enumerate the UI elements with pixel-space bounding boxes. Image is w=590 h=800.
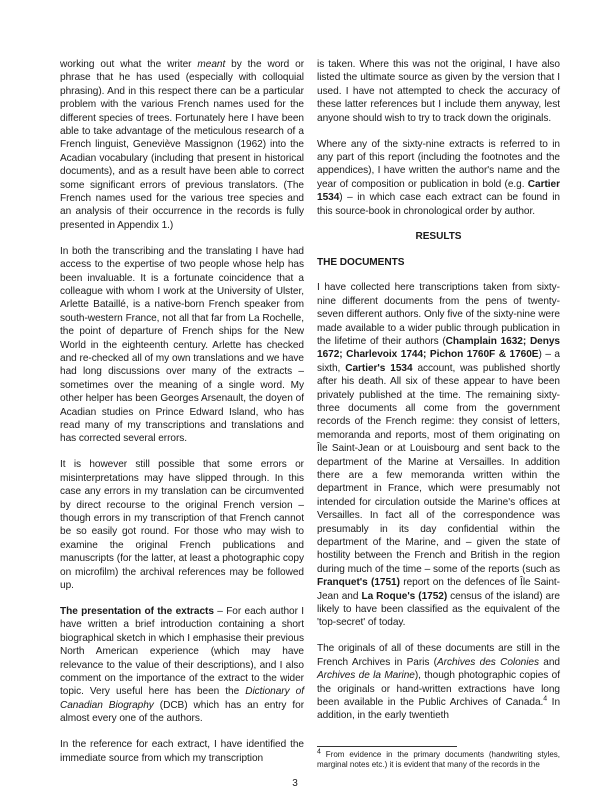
results-heading: RESULTS (415, 231, 462, 243)
footnote-number: 4 (317, 748, 321, 756)
paragraph-archives: The originals of all of these documents are still in the French Archives in Paris (Archives des Colonies and Archives de la Marine), though photographic copies of the originals or hand-written extractions have long been available in the Public Archives of Canada.$^4$ In addition, in the early twentieth (317, 643, 561, 722)
footnote-marker[interactable]: 4 (543, 695, 548, 703)
paragraph-helpers: In both the transcribing and the translating I have had access to the expertise of two people whose help has been invaluable. It is a fortunate coincidence that a colleague with whom I work at the University of Ulster, Arlette Bataillé, is a native-born French speaker from south-western France, not all that far from La Rochelle, the point of departure of French ships for the New World in the eighteenth century. Arlette has checked and re-checked all of my own translations and we have had long discussions over many of the extracts – sometimes over the meaning of a single word. My other helper has been Georges Arsenault, the doyen of Acadian studies on Prince Edward Island, who has read many of my transcriptions and translations and has corrected several errors. (60, 245, 304, 445)
paragraph-citation-style: Where any of the sixty-nine extracts is referred to in any part of this report (including the footnotes and the appendices), I have written the author's name and the year of composition or publication in bold (e.g. Cartier 1534) – in which case each extract can be found in this source-book in chronological order by author. (317, 138, 560, 217)
presentation-heading: The presentation of the extracts (60, 605, 214, 617)
paragraph-reference: In the reference for each extract, I have identified the immediate source from which my transcription (60, 739, 304, 764)
page-number: 3 (292, 778, 298, 789)
left-column (60, 58, 304, 777)
paragraph-translation-meaning: working out what the writer meant by the word or phrase that he has used (especially with colloquial phrasing). And in this respect there can be a particular problem with the various French names used for the different species of trees. Fortunately here I have been able to take advantage of the meticulous research of a French linguist, Geneviève Massignon (1962) into the Acadian vocabulary (including that present in historical documents), and as a result have been able to correct some significant errors of previous translators. (The French names used for the various tree species and an analysis of their occurrence in the records is fully presented in Appendix 1.) (60, 59, 305, 231)
paragraph-errors: It is however still possible that some errors or misinterpretations may have slipped through. In this case any errors in my translation can be circumvented by direct recourse to the original French version – though errors in my transcription of that French cannot be so easily got round. For those who may wish to examine the original French publications and manuscripts (for the latter, at least a photographic copy on microfilm) the archival references may be followed up. (60, 459, 304, 592)
footnote-divider (317, 746, 457, 747)
paragraph-documents: I have collected here transcriptions taken from sixty-nine different documents from the pens of twenty-seven different authors. Only five of the sixty-nine were made available to a wider public through publication in the lifetime of their authors (Champlain 1632; Denys 1672; Charlevoix 1744; Pichon 1760F & 1760E) – a sixth, Cartier's 1534 account, was published shortly after his death. All six of these appear to have been privately published at the time. The remaining sixty-three documents all come from the government records of the French regime: they consist of letters, memoranda and reports, most of them originating on Île Saint-Jean or at Louisbourg and sent back to the department of the Marine at Versailles. In addition there are a few memoranda written within the department in France, which were presumably not intended for circulation outside the Marine's offices at Versailles. In fact all of the correspondence was presumably in its day confidential within the department of the Marine, and – given the state of hostility between the French and British in the region during much of the time – some of the reports (such as Franquet's (1751) report on the defences of Île Saint-Jean and La Roque's (1752) census of the island) are likely to have been classified as the equivalent of the 'top-secret' of today. (317, 282, 561, 629)
paragraph-presentation: The presentation of the extracts – For each author I have written a brief introduction containing a short biographical sketch in which I emphasise their previous North American experience (which may have relevance to the value of their descriptions), and I also comment on the importance of the extract to the wider topic. Very useful here has been the Dictionary of Canadian Biography (DCB) which has an entry for almost every one of the authors. (60, 605, 305, 725)
documents-heading: THE DOCUMENTS (317, 256, 405, 268)
paragraph-source: is taken. Where this was not the original, I have also listed the ultimate source as given by the version that I used. I have not attempted to check the accuracy of these latter references but I include them anyway, lest anyone should wish to try to track down the originals. (317, 59, 560, 124)
footnote (317, 750, 560, 770)
footnote-text: From evidence in the primary documents (handwriting styles, marginal notes etc.) it is evident that many of the records in the (317, 750, 560, 769)
right-column (317, 58, 560, 735)
